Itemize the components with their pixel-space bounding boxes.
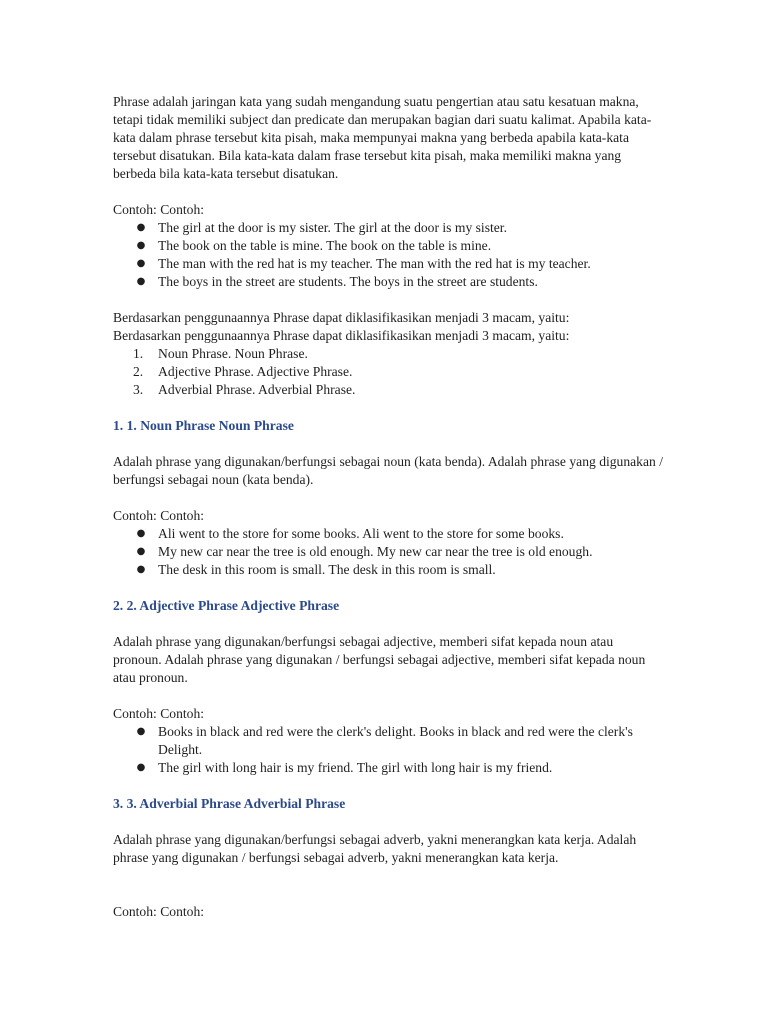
section-heading: 2. 2. Adjective Phrase Adjective Phrase (113, 598, 340, 613)
phrase-types-list (113, 345, 663, 399)
list-item: ● Books in black and red were the clerk's delight. Books in black and red were the clerk's Delight. (136, 724, 633, 757)
list-item: 2. Adjective Phrase. Adjective Phrase. (133, 364, 353, 379)
list-item: ● My new car near the tree is old enough. My new car near the tree is old enough. (136, 544, 593, 559)
examples-label: Contoh: Contoh: (113, 508, 205, 523)
list-number: 2. (133, 364, 144, 379)
bullet-icon: ● (136, 240, 146, 251)
list-item: ● The man with the red hat is my teacher. The man with the red hat is my teacher. (136, 256, 591, 271)
spacer (113, 885, 663, 903)
examples-label: Contoh: Contoh: (113, 706, 205, 721)
list-item: ● The girl at the door is my sister. The girl at the door is my sister. (136, 220, 507, 235)
examples-label: Contoh: Contoh: (113, 202, 205, 217)
examples-list (113, 723, 663, 777)
list-item: ● The girl with long hair is my friend. The girl with long hair is my friend. (136, 760, 553, 775)
section-heading: 3. 3. Adverbial Phrase Adverbial Phrase (113, 796, 346, 811)
bullet-icon: ● (136, 546, 146, 557)
section-definition: Adalah phrase yang digunakan/berfungsi sebagai adverb, yakni menerangkan kata kerja. Adalah phrase yang digunakan / berfungsi sebagai adverb, yakni menerangkan kata kerja. (113, 832, 637, 865)
document-page (113, 93, 663, 921)
bullet-icon: ● (136, 762, 146, 773)
intro-paragraph: Phrase adalah jaringan kata yang sudah mengandung suatu pengertian atau satu kesatuan makna, tetapi tidak memiliki subject dan predicate dan merupakan bagian dari suatu kalimat. Apabila kata-kata dalam phrase tersebut kita pisah, maka mempunyai makna yang berbeda apabila kata-kata tersebut disatukan. Bila kata-kata dalam frase tersebut kita pisah, maka memiliki makna yang berbeda bila kata-kata tersebut disatukan. (113, 94, 652, 181)
classification-line: Berdasarkan penggunaannya Phrase dapat diklasifikasikan menjadi 3 macam, yaitu: (113, 328, 570, 343)
examples-list (113, 525, 663, 579)
bullet-icon: ● (136, 276, 146, 287)
examples-list (113, 219, 663, 291)
list-number: 1. (133, 346, 144, 361)
section-definition: Adalah phrase yang digunakan/berfungsi sebagai adjective, memberi sifat kepada noun atau pronoun. Adalah phrase yang digunakan / berfungsi sebagai adjective, memberi sifat kepada noun atau pronoun. (113, 634, 646, 685)
classification-line: Berdasarkan penggunaannya Phrase dapat diklasifikasikan menjadi 3 macam, yaitu: (113, 310, 570, 325)
bullet-icon: ● (136, 726, 146, 737)
list-item: 1. Noun Phrase. Noun Phrase. (133, 346, 308, 361)
list-item: ● The book on the table is mine. The book on the table is mine. (136, 238, 492, 253)
bullet-icon: ● (136, 528, 146, 539)
bullet-icon: ● (136, 564, 146, 575)
list-number: 3. (133, 382, 144, 397)
bullet-icon: ● (136, 258, 146, 269)
section-heading: 1. 1. Noun Phrase Noun Phrase (113, 418, 294, 433)
list-item: ● The desk in this room is small. The desk in this room is small. (136, 562, 496, 577)
list-item: ● Ali went to the store for some books. Ali went to the store for some books. (136, 526, 564, 541)
list-item: ● The boys in the street are students. The boys in the street are students. (136, 274, 538, 289)
section-definition: Adalah phrase yang digunakan/berfungsi sebagai noun (kata benda). Adalah phrase yang digunakan / berfungsi sebagai noun (kata benda). (113, 454, 663, 487)
list-item: 3. Adverbial Phrase. Adverbial Phrase. (133, 382, 356, 397)
examples-label: Contoh: Contoh: (113, 904, 205, 919)
bullet-icon: ● (136, 222, 146, 233)
